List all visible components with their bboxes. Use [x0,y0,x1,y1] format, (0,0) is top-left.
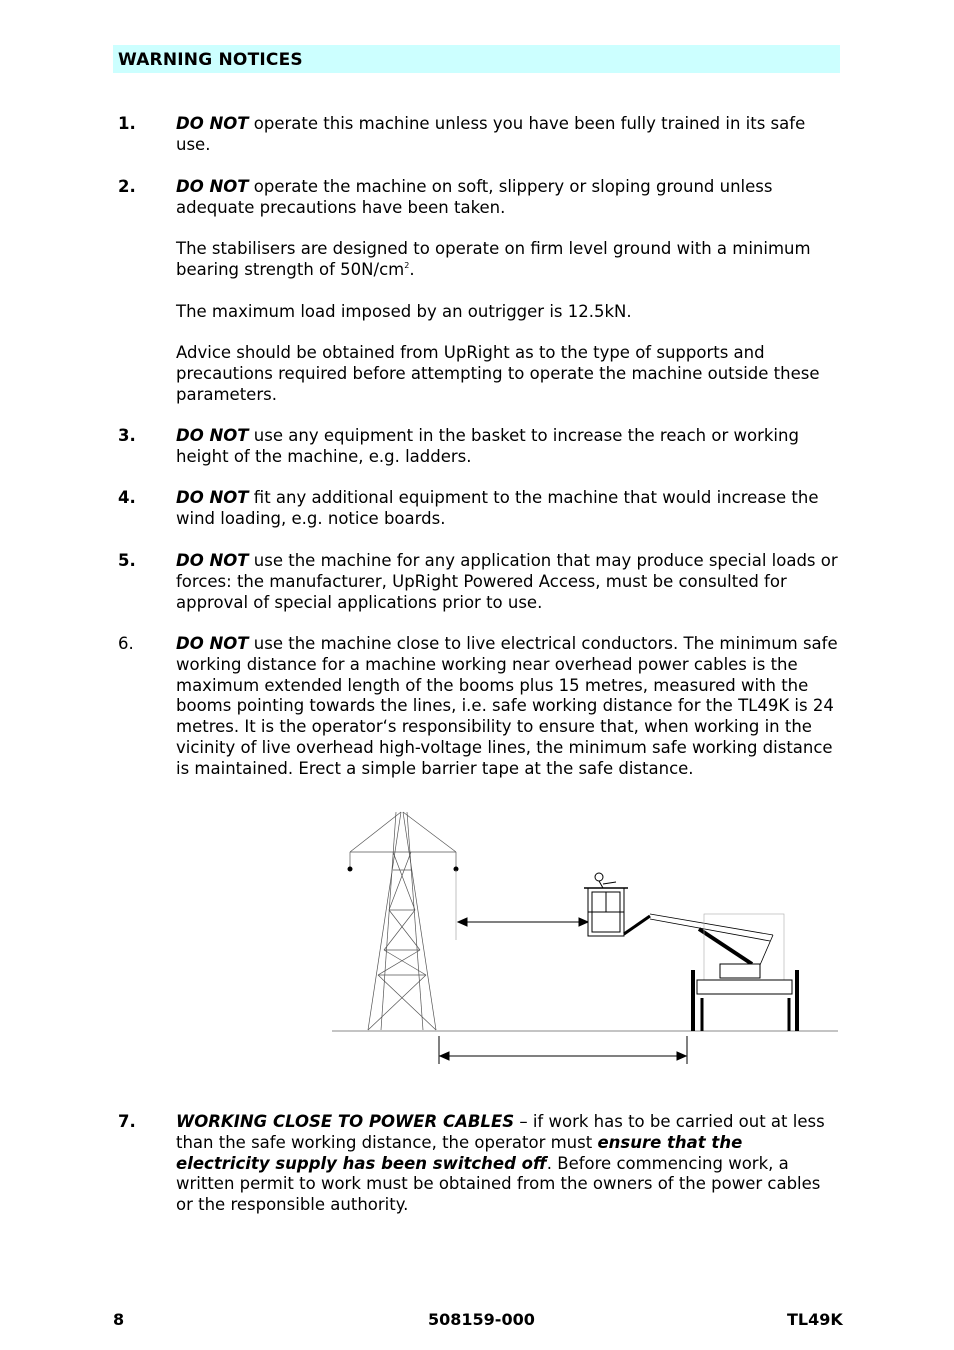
item-number: 6. [118,634,134,653]
ground-distance-arrow [439,1036,687,1064]
max-load-text: The maximum load imposed by an outrigger is 12.5kN. [176,301,632,321]
model-name: TL49K [787,1310,843,1329]
pylon-icon [350,812,456,1030]
item-text: operate this machine unless you have been fully trained in its safe use. [176,114,806,154]
section-title: WARNING NOTICES [118,50,303,70]
machine-icon [693,914,797,1031]
distance-arrow [458,918,588,926]
boom-icon [624,914,773,965]
warning-item-5 [118,551,840,613]
item-number: 3. [118,426,136,445]
warning-item-7 [118,1112,840,1216]
section-header [113,45,840,73]
item-emphasis: DO NOT [176,488,249,507]
item-number: 2. [118,177,136,196]
item-text: operate the machine on soft, slippery or sloping ground unless adequate precautions have been taken. [176,177,773,217]
item-emphasis: DO NOT [176,634,249,653]
item-emphasis: DO NOT [176,426,249,445]
document-number: 508159-000 [428,1310,535,1329]
item-emphasis: WORKING CLOSE TO POWER CABLES [176,1112,515,1131]
warning-item-4 [118,488,840,530]
page-number: 8 [113,1310,125,1329]
warning-item-2 [118,177,840,406]
warning-item-1 [118,114,840,156]
item-emphasis: DO NOT [176,114,249,133]
item-number: 7. [118,1112,136,1131]
item-text: use any equipment in the basket to increase the reach or working height of the machine, e.g. ladders. [176,426,799,466]
item-number: 5. [118,551,136,570]
item-number: 1. [118,114,136,133]
item-text: use the machine for any application that may produce special loads or forces: the manufacturer, UpRight Powered Access, must be consulted for approval of special applications prior to use. [176,551,838,612]
item-number: 4. [118,488,136,507]
item-emphasis: DO NOT [176,177,249,196]
advice-text: Advice should be obtained from UpRight as to the type of supports and precautions required before attempting to operate the machine outside these parameters. [176,343,820,404]
item-emphasis: DO NOT [176,551,249,570]
stabiliser-text-end: . [409,260,415,280]
item-text-end: . Before commencing work, a written permit to work must be obtained from the owners of the power cables or the responsible authority. [176,1153,821,1215]
superscript: 2 [404,261,410,271]
warning-item-6 [118,634,840,780]
item-text: – if work has to be carried out at less than the safe working distance, the operator must [176,1112,825,1152]
basket-icon [584,873,628,936]
warning-item-3 [118,426,840,468]
stabiliser-text: The stabilisers are designed to operate on firm level ground with a minimum bearing strength of 50N/cm [176,239,811,280]
item-text: fit any additional equipment to the machine that would increase the wind loading, e.g. notice boards. [176,488,819,528]
safe-distance-diagram [330,808,842,1070]
item-text: use the machine close to live electrical conductors. The minimum safe working distance for a machine working near overhead power cables is the maximum extended length of the booms plus 15 metres, measured with the booms pointing towards the lines, i.e. safe working distance for the TL49K is 24 metres. It is the operator‘s responsibility to ensure that, when working in the vicinity of live overhead high-voltage lines, the minimum safe working distance is maintained. Erect a simple barrier tape at the safe distance. [176,634,838,778]
conductor-icon [348,867,353,872]
item-emphasis-2: ensure that the electricity supply has been switched off [176,1132,743,1173]
